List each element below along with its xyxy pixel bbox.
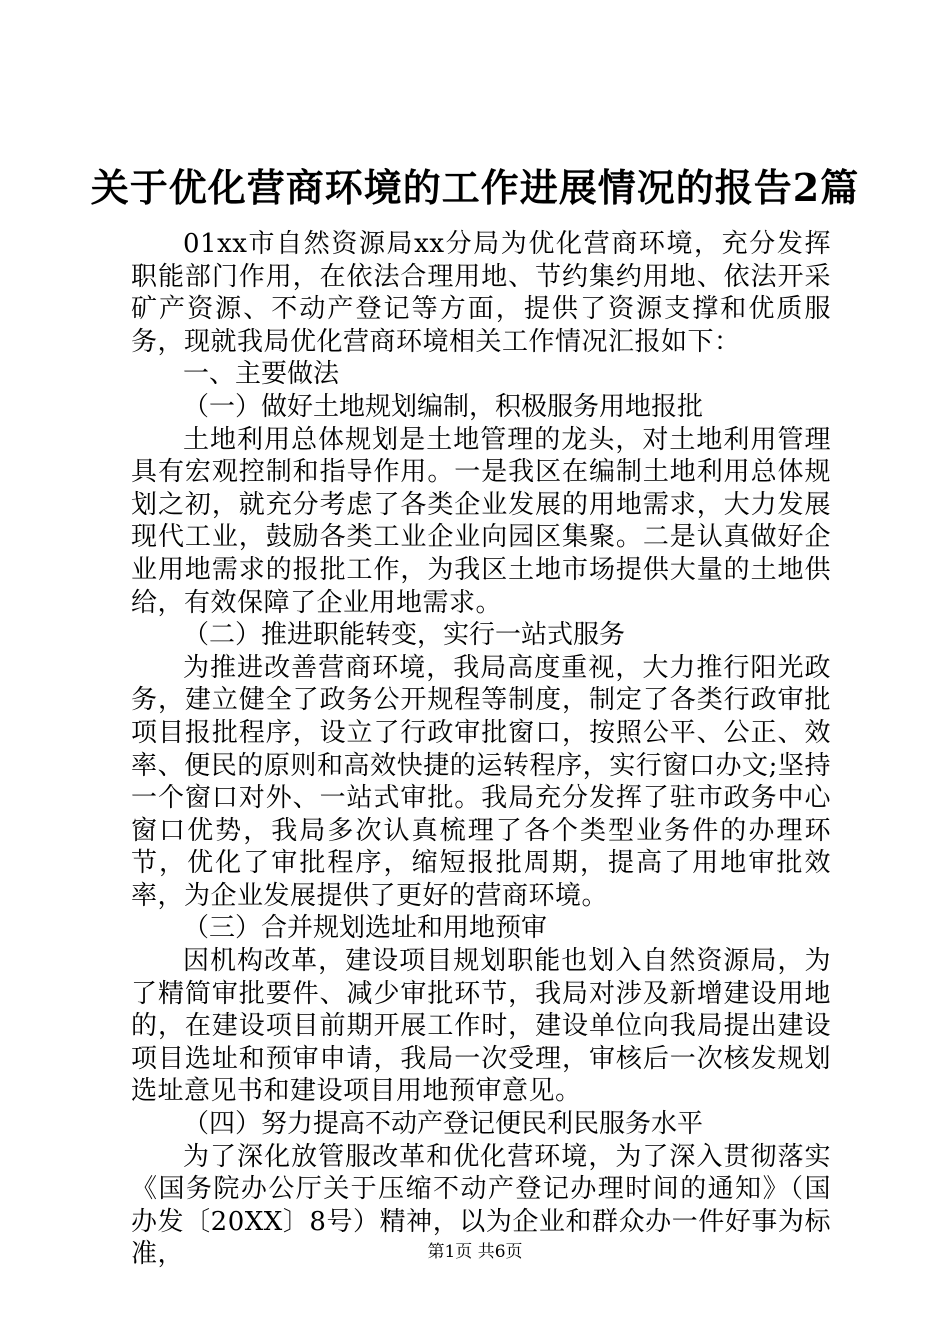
subsection-heading-1: （一）做好土地规划编制，积极服务用地报批 [183,391,704,422]
paragraph-3: 因机构改革，建设项目规划职能也划入自然资源局，为了精简审批要件、减少审批环节，我局对涉及新增建设用地的，在建设项目前期开展工作时，建设单位向我局提出建设项目选址和预审申请，我局一次受理，审核后一次核发规划选址意见书和建设项目用地预审意见。 [131,946,831,1107]
document-body [131,228,831,1271]
subsection-heading-2: （二）推进职能转变，实行一站式服务 [183,620,626,651]
section-heading-main-practices: 一、主要做法 [183,359,340,390]
paragraph-1: 土地利用总体规划是土地管理的龙头，对土地利用管理具有宏观控制和指导作用。一是我区在编制土地利用总体规划之初，就充分考虑了各类企业发展的用地需求，大力发展现代工业，鼓励各类工业企业向园区集聚。二是认真做好企业用地需求的报批工作，为我区土地市场提供大量的土地供给，有效保障了企业用地需求。 [131,424,831,618]
page-number-footer: 第1页 共6页 [427,1242,523,1262]
subsection-heading-4: （四）努力提高不动产登记便民利民服务水平 [183,1109,704,1140]
paragraph-4: 为了深化放管服改革和优化营环境，为了深入贯彻落实《国务院办公厅关于压缩不动产登记办理时间的通知》（国办发〔20XX〕8号）精神，以为企业和群众办一件好事为标准， [131,1141,831,1270]
subsection-heading-3: （三）合并规划选址和用地预审 [183,913,548,944]
document-title: 关于优化营商环境的工作进展情况的报告2篇 [90,165,860,210]
intro-paragraph: 01xx市自然资源局xx分局为优化营商环境，充分发挥职能部门作用，在依法合理用地、节约集约用地、依法开采矿产资源、不动产登记等方面，提供了资源支撑和优质服务，现就我局优化营商环境相关工作情况汇报如下： [131,229,831,357]
paragraph-2: 为推进改善营商环境，我局高度重视，大力推行阳光政务，建立健全了政务公开规程等制度，制定了各类行政审批项目报批程序，设立了行政审批窗口，按照公平、公正、效率、便民的原则和高效快捷的运转程序，实行窗口办文;坚持一个窗口对外、一站式审批。我局充分发挥了驻市政务中心窗口优势，我局多次认真梳理了各个类型业务件的办理环节，优化了审批程序，缩短报批周期，提高了用地审批效率，为企业发展提供了更好的营商环境。 [131,652,831,911]
